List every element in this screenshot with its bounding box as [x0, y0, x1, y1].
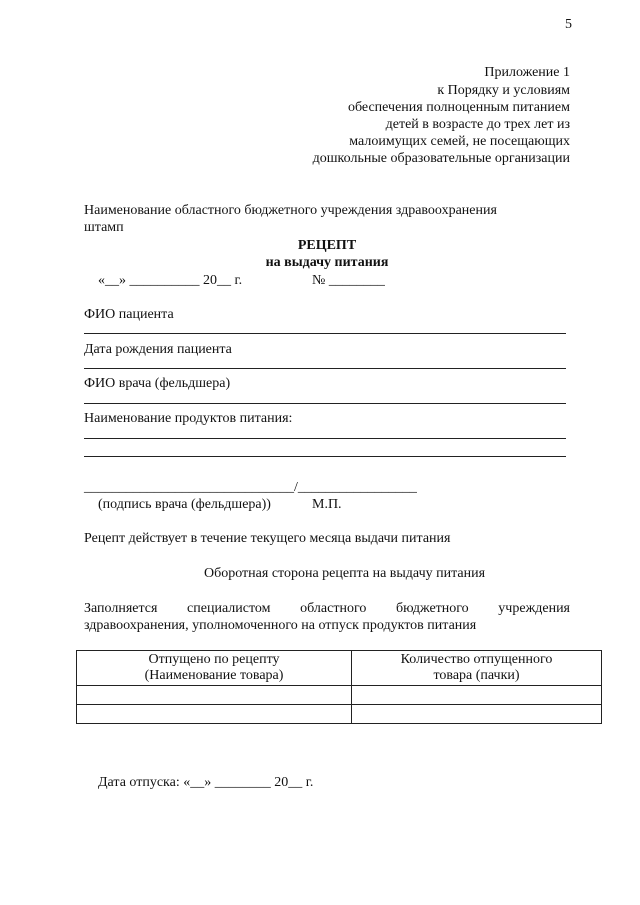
recipe-title: РЕЦЕПТ — [297, 238, 357, 253]
column-header-quantity-line-2: товара (пачки) — [433, 668, 520, 683]
validity-note: Рецепт действует в течение текущего месяца выдачи питания — [84, 531, 451, 546]
appendix-line: детей в возрасте до трех лет из — [385, 117, 570, 132]
reverse-title: Оборотная сторона рецепта на выдачу питания — [204, 566, 486, 581]
table-cell — [352, 705, 602, 724]
number-field: № ________ — [312, 273, 385, 288]
seal-label: М.П. — [312, 497, 342, 512]
dispense-table — [76, 650, 602, 724]
page-number: 5 — [565, 17, 572, 32]
institution-label: Наименование областного бюджетного учреждения здравоохранения — [84, 203, 497, 218]
date-line: «__» __________ 20__ г. — [98, 273, 243, 288]
patient-name-line — [84, 333, 566, 334]
appendix-line: обеспечения полноценным питанием — [347, 100, 570, 115]
release-date: Дата отпуска: «__» ________ 20__ г. — [98, 775, 314, 790]
column-header-item-line-2: (Наименование товара) — [144, 668, 284, 683]
table-cell — [77, 705, 352, 724]
table-header-row — [77, 651, 602, 686]
products-line-1 — [84, 438, 566, 439]
patient-name-label: ФИО пациента — [84, 307, 174, 322]
products-label: Наименование продуктов питания: — [84, 411, 293, 426]
doctor-name-label: ФИО врача (фельдшера) — [84, 376, 231, 391]
column-header-quantity — [352, 651, 602, 686]
column-header-item — [77, 651, 352, 686]
products-line-2 — [84, 456, 566, 457]
table-cell — [77, 686, 352, 705]
table-cell — [352, 686, 602, 705]
table-row — [77, 686, 602, 705]
appendix-line: к Порядку и условиям — [437, 83, 570, 98]
column-header-quantity-line-1: Количество отпущенного — [400, 652, 553, 667]
reverse-note-line-1: Заполняется специалистом областного бюджетного учреждения — [84, 601, 570, 616]
stamp-label: штамп — [84, 220, 124, 235]
birth-date-label: Дата рождения пациента — [84, 342, 232, 357]
signature-caption: (подпись врача (фельдшера)) — [98, 497, 271, 512]
signature-line: ______________________________/_________________ — [84, 480, 417, 495]
doctor-name-line — [84, 403, 566, 404]
appendix-line: малоимущих семей, не посещающих — [349, 134, 570, 149]
recipe-subtitle: на выдачу питания — [265, 255, 389, 270]
birth-date-line — [84, 368, 566, 369]
appendix-line: Приложение 1 — [484, 65, 570, 80]
reverse-note-line-2: здравоохранения, уполномоченного на отпуск продуктов питания — [84, 618, 477, 633]
column-header-item-line-1: Отпущено по рецепту — [148, 652, 280, 667]
appendix-line: дошкольные образовательные организации — [312, 151, 570, 166]
table-row — [77, 705, 602, 724]
